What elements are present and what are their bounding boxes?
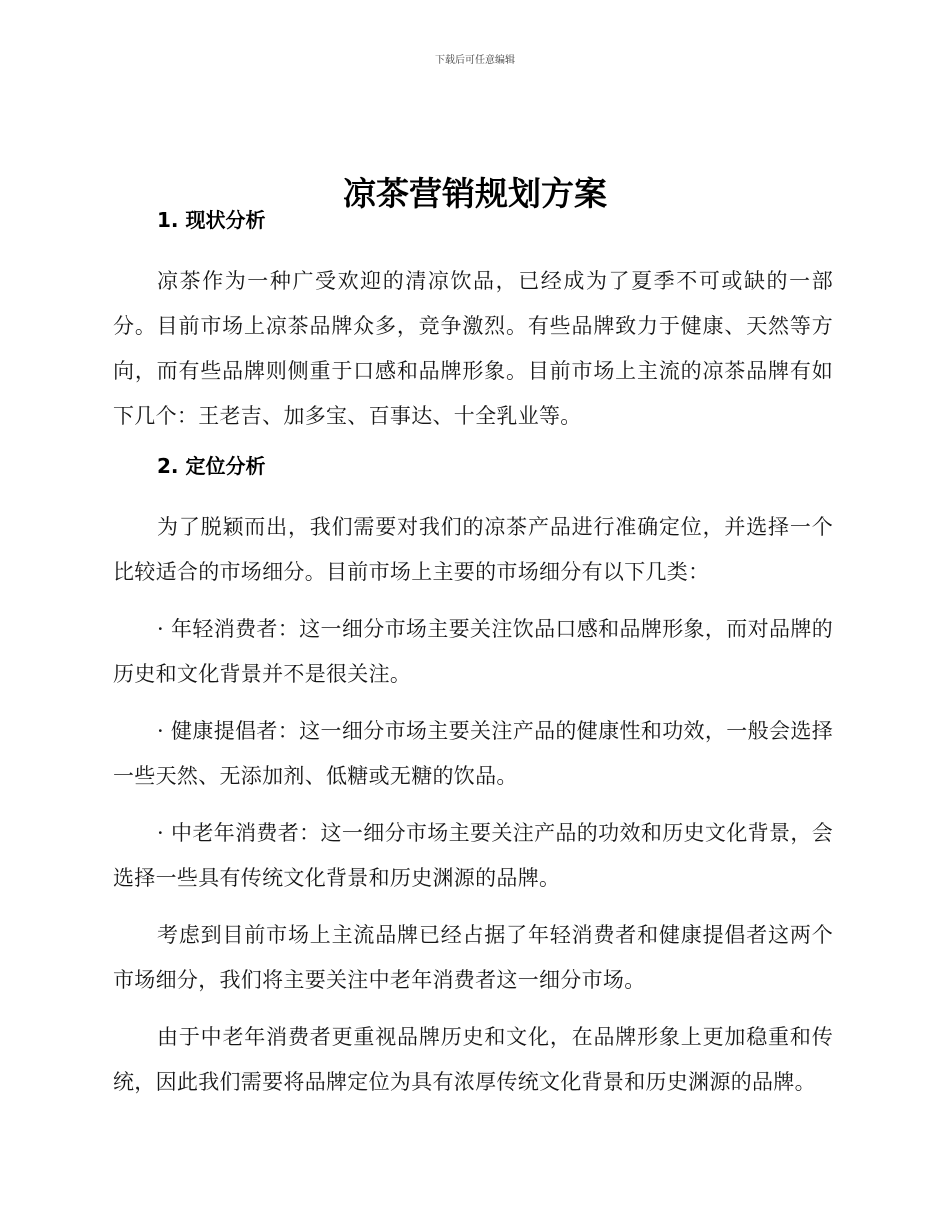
header-note: 下载后可任意编辑 — [435, 55, 515, 66]
paragraph-brand-positioning: 由于中老年消费者更重视品牌历史和文化，在品牌形象上更加稳重和传统，因此我们需要将品牌定位为具有浓厚传统文化背景和历史渊源的品牌。 — [113, 1025, 833, 1094]
paragraph-status-analysis: 凉茶作为一种广受欢迎的清凉饮品，已经成为了夏季不可或缺的一部分。目前市场上凉茶品牌众多，竞争激烈。有些品牌致力于健康、天然等方向，而有些品牌则侧重于口感和品牌形象。目前市场上主流的凉茶品牌有如下几个：王老吉、加多宝、百事达、十全乳业等。 — [113, 269, 833, 428]
document-title: 凉茶营销规划方案 — [343, 174, 607, 214]
section-heading-status-analysis: 1. 现状分析 — [157, 208, 266, 232]
bullet-middle-aged-consumers: · 中老年消费者：这一细分市场主要关注产品的功效和历史文化背景，会选择一些具有传统文化背景和历史渊源的品牌。 — [113, 821, 833, 890]
bullet-health-advocates: · 健康提倡者：这一细分市场主要关注产品的健康性和功效，一般会选择一些天然、无添加剂、低糖或无糖的饮品。 — [113, 719, 833, 788]
paragraph-positioning-intro: 为了脱颖而出，我们需要对我们的凉茶产品进行准确定位，并选择一个比较适合的市场细分。目前市场上主要的市场细分有以下几类： — [113, 515, 833, 584]
section-heading-positioning-analysis: 2. 定位分析 — [157, 454, 266, 478]
document-body — [113, 205, 833, 1105]
paragraph-target-market: 考虑到目前市场上主流品牌已经占据了年轻消费者和健康提倡者这两个市场细分，我们将主要关注中老年消费者这一细分市场。 — [113, 923, 833, 992]
bullet-young-consumers: · 年轻消费者：这一细分市场主要关注饮品口感和品牌形象，而对品牌的历史和文化背景并不是很关注。 — [113, 617, 833, 686]
